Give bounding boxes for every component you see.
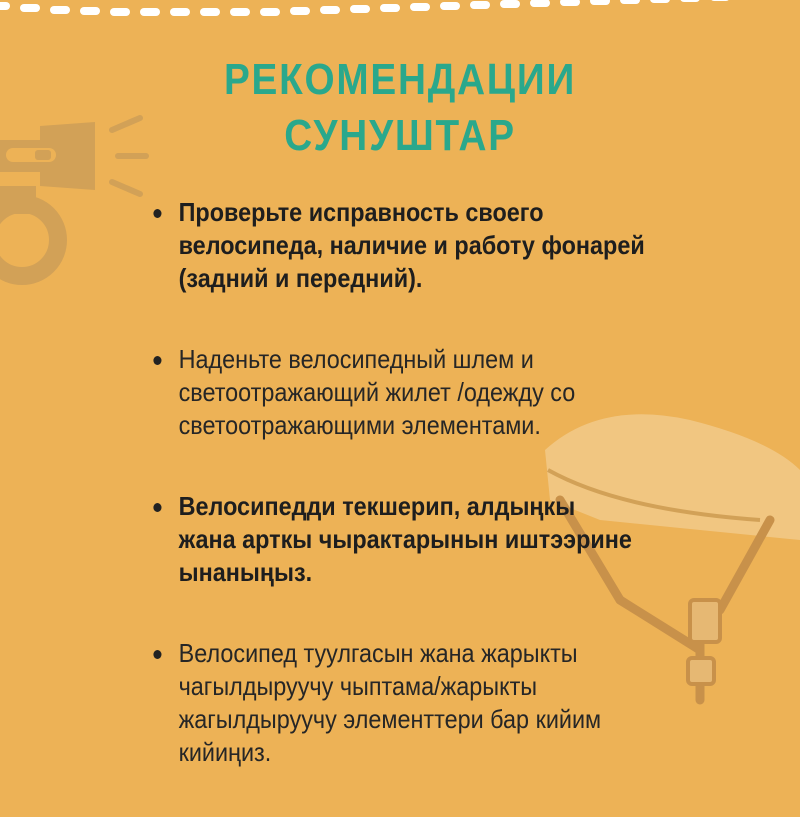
title-line-1: РЕКОМЕНДАЦИИ bbox=[223, 55, 577, 104]
dashed-border bbox=[0, 0, 730, 16]
list-item-line: светоотражающий жилет /одежду со bbox=[178, 377, 576, 407]
list-item-line: кийиңиз. bbox=[178, 737, 272, 767]
page-title bbox=[48, 52, 752, 164]
list-item-line: Велосипед туулгасын жана жарыкты bbox=[178, 638, 578, 668]
list-item bbox=[148, 196, 670, 295]
list-item-line: Велосипедди текшерип, алдыңкы bbox=[178, 491, 576, 521]
list-item-line: жана арткы чырактарынын иштээрине bbox=[178, 524, 632, 554]
title-line-2: СУНУШТАР bbox=[284, 111, 516, 160]
list-item bbox=[148, 490, 670, 589]
list-item-line: Наденьте велосипедный шлем и bbox=[178, 344, 534, 374]
list-item-line: велосипеда, наличие и работу фонарей bbox=[178, 230, 645, 260]
list-item-line: чагылдыруучу чыптама/жарыкты bbox=[178, 671, 538, 701]
list-item bbox=[148, 637, 670, 769]
recommendation-list bbox=[148, 196, 728, 817]
list-item-line: жагылдыруучу элементтери бар кийим bbox=[178, 704, 602, 734]
list-item bbox=[148, 343, 670, 442]
list-item-line: ынаныңыз. bbox=[178, 557, 313, 587]
list-item-line: (задний и передний). bbox=[178, 263, 423, 293]
list-item-line: светоотражающими элементами. bbox=[178, 410, 541, 440]
list-item-line: Проверьте исправность своего bbox=[178, 197, 544, 227]
